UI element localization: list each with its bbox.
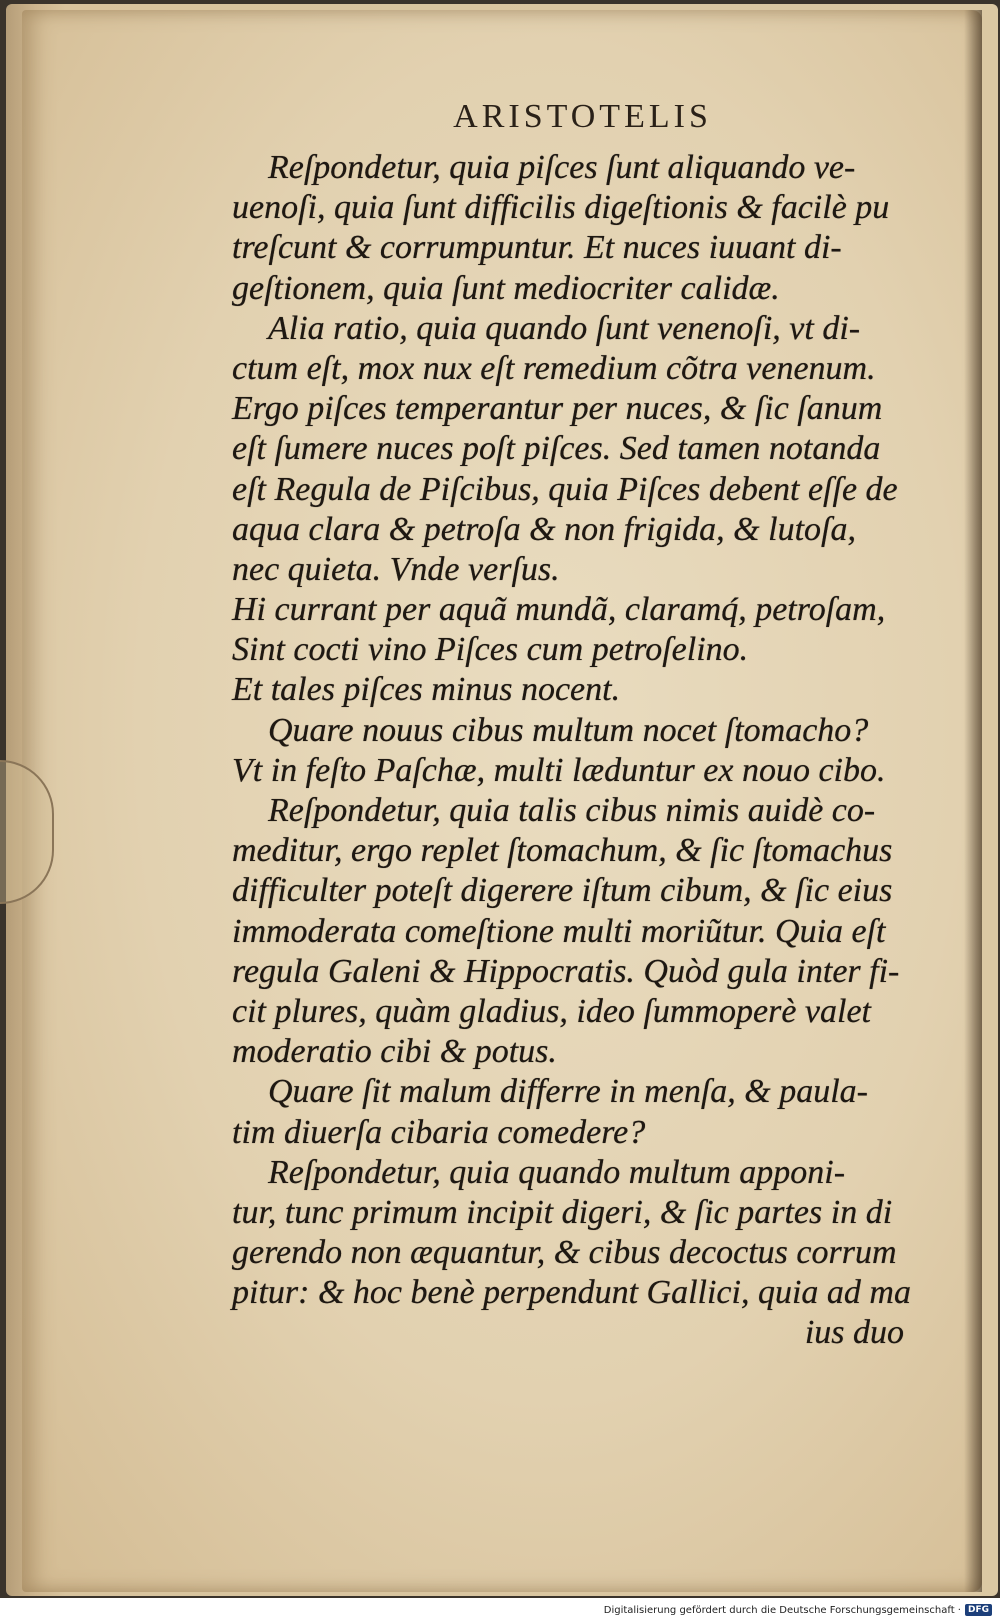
- running-header: [0, 98, 1000, 136]
- text-line: cit plures, quàm gladius, ideo ſummoperè valet: [232, 992, 871, 1030]
- running-header-title: ARISTOTELIS: [453, 98, 712, 135]
- text-line: Ergo piſces temperantur per nuces, & ſic ſanum: [232, 390, 883, 428]
- verse-line: Hi currant per aquã mundã, claramq́, petroſam,: [232, 591, 886, 629]
- text-line: Reſpondetur, quia quando multum apponi-: [268, 1153, 846, 1191]
- text-line: Alia ratio, quia quando ſunt venenoſi, vt di-: [268, 309, 861, 347]
- text-line: immoderata comeſtione multi moriũtur. Quia eſt: [232, 912, 886, 950]
- text-line: Vt in feſto Paſchæ, multi læduntur ex nouo cibo.: [232, 751, 886, 789]
- footer-text: Digitalisierung gefördert durch die Deutsche Forschungsgemeinschaft ·: [603, 1604, 961, 1616]
- text-line: aqua clara & petroſa & non frigida, & lutoſa,: [232, 510, 856, 548]
- text-line: regula Galeni & Hippocratis. Quòd gula inter fi-: [232, 952, 900, 990]
- text-line: meditur, ergo replet ſtomachum, & ſic ſtomachus: [232, 832, 893, 870]
- gutter-shadow: [964, 10, 982, 1592]
- text-line: moderatio cibi & potus.: [232, 1033, 557, 1071]
- text-line: Reſpondetur, quia piſces ſunt aliquando ve-: [268, 149, 856, 186]
- text-line: Et tales piſces minus nocent.: [232, 671, 621, 709]
- text-line: pitur: & hoc benè perpendunt Gallici, quia ad ma: [232, 1274, 911, 1312]
- question-line: Quare nouus cibus multum nocet ſtomacho?: [268, 711, 869, 749]
- text-line: eſt ſumere nuces poſt piſces. Sed tamen notanda: [232, 430, 881, 468]
- text-line: nec quieta. Vnde verſus.: [232, 550, 560, 588]
- text-line: tur, tunc primum incipit digeri, & ſic partes in di: [232, 1193, 893, 1231]
- verse-line: Sint cocti vino Piſces cum petroſelino.: [232, 631, 749, 669]
- digitization-footer: [604, 1604, 992, 1616]
- catchword: ius duo: [804, 1314, 904, 1352]
- text-line: uenoſi, quia ſunt difficilis digeſtionis & facilè pu: [232, 189, 890, 227]
- text-line: gerendo non æquantur, & cibus decoctus corrum: [232, 1234, 897, 1272]
- text-line: treſcunt & corrumpuntur. Et nuces iuuant di-: [232, 229, 842, 267]
- dfg-logo: DFG: [965, 1604, 992, 1616]
- text-line: tim diuerſa cibaria comedere?: [232, 1113, 646, 1151]
- text-line: eſt Regula de Piſcibus, quia Piſces debent eſſe de: [232, 470, 898, 508]
- page-text: [232, 148, 922, 1354]
- text-line: Reſpondetur, quia talis cibus nimis auidè co-: [268, 792, 876, 829]
- text-line: difficulter poteſt digerere iſtum cibum, & ſic eius: [232, 872, 893, 910]
- text-line: ctum eſt, mox nux eſt remedium cõtra venenum.: [232, 349, 876, 387]
- text-line: geſtionem, quia ſunt mediocriter calidæ.: [232, 269, 780, 307]
- question-line: Quare ſit malum differre in menſa, & paula-: [268, 1073, 868, 1111]
